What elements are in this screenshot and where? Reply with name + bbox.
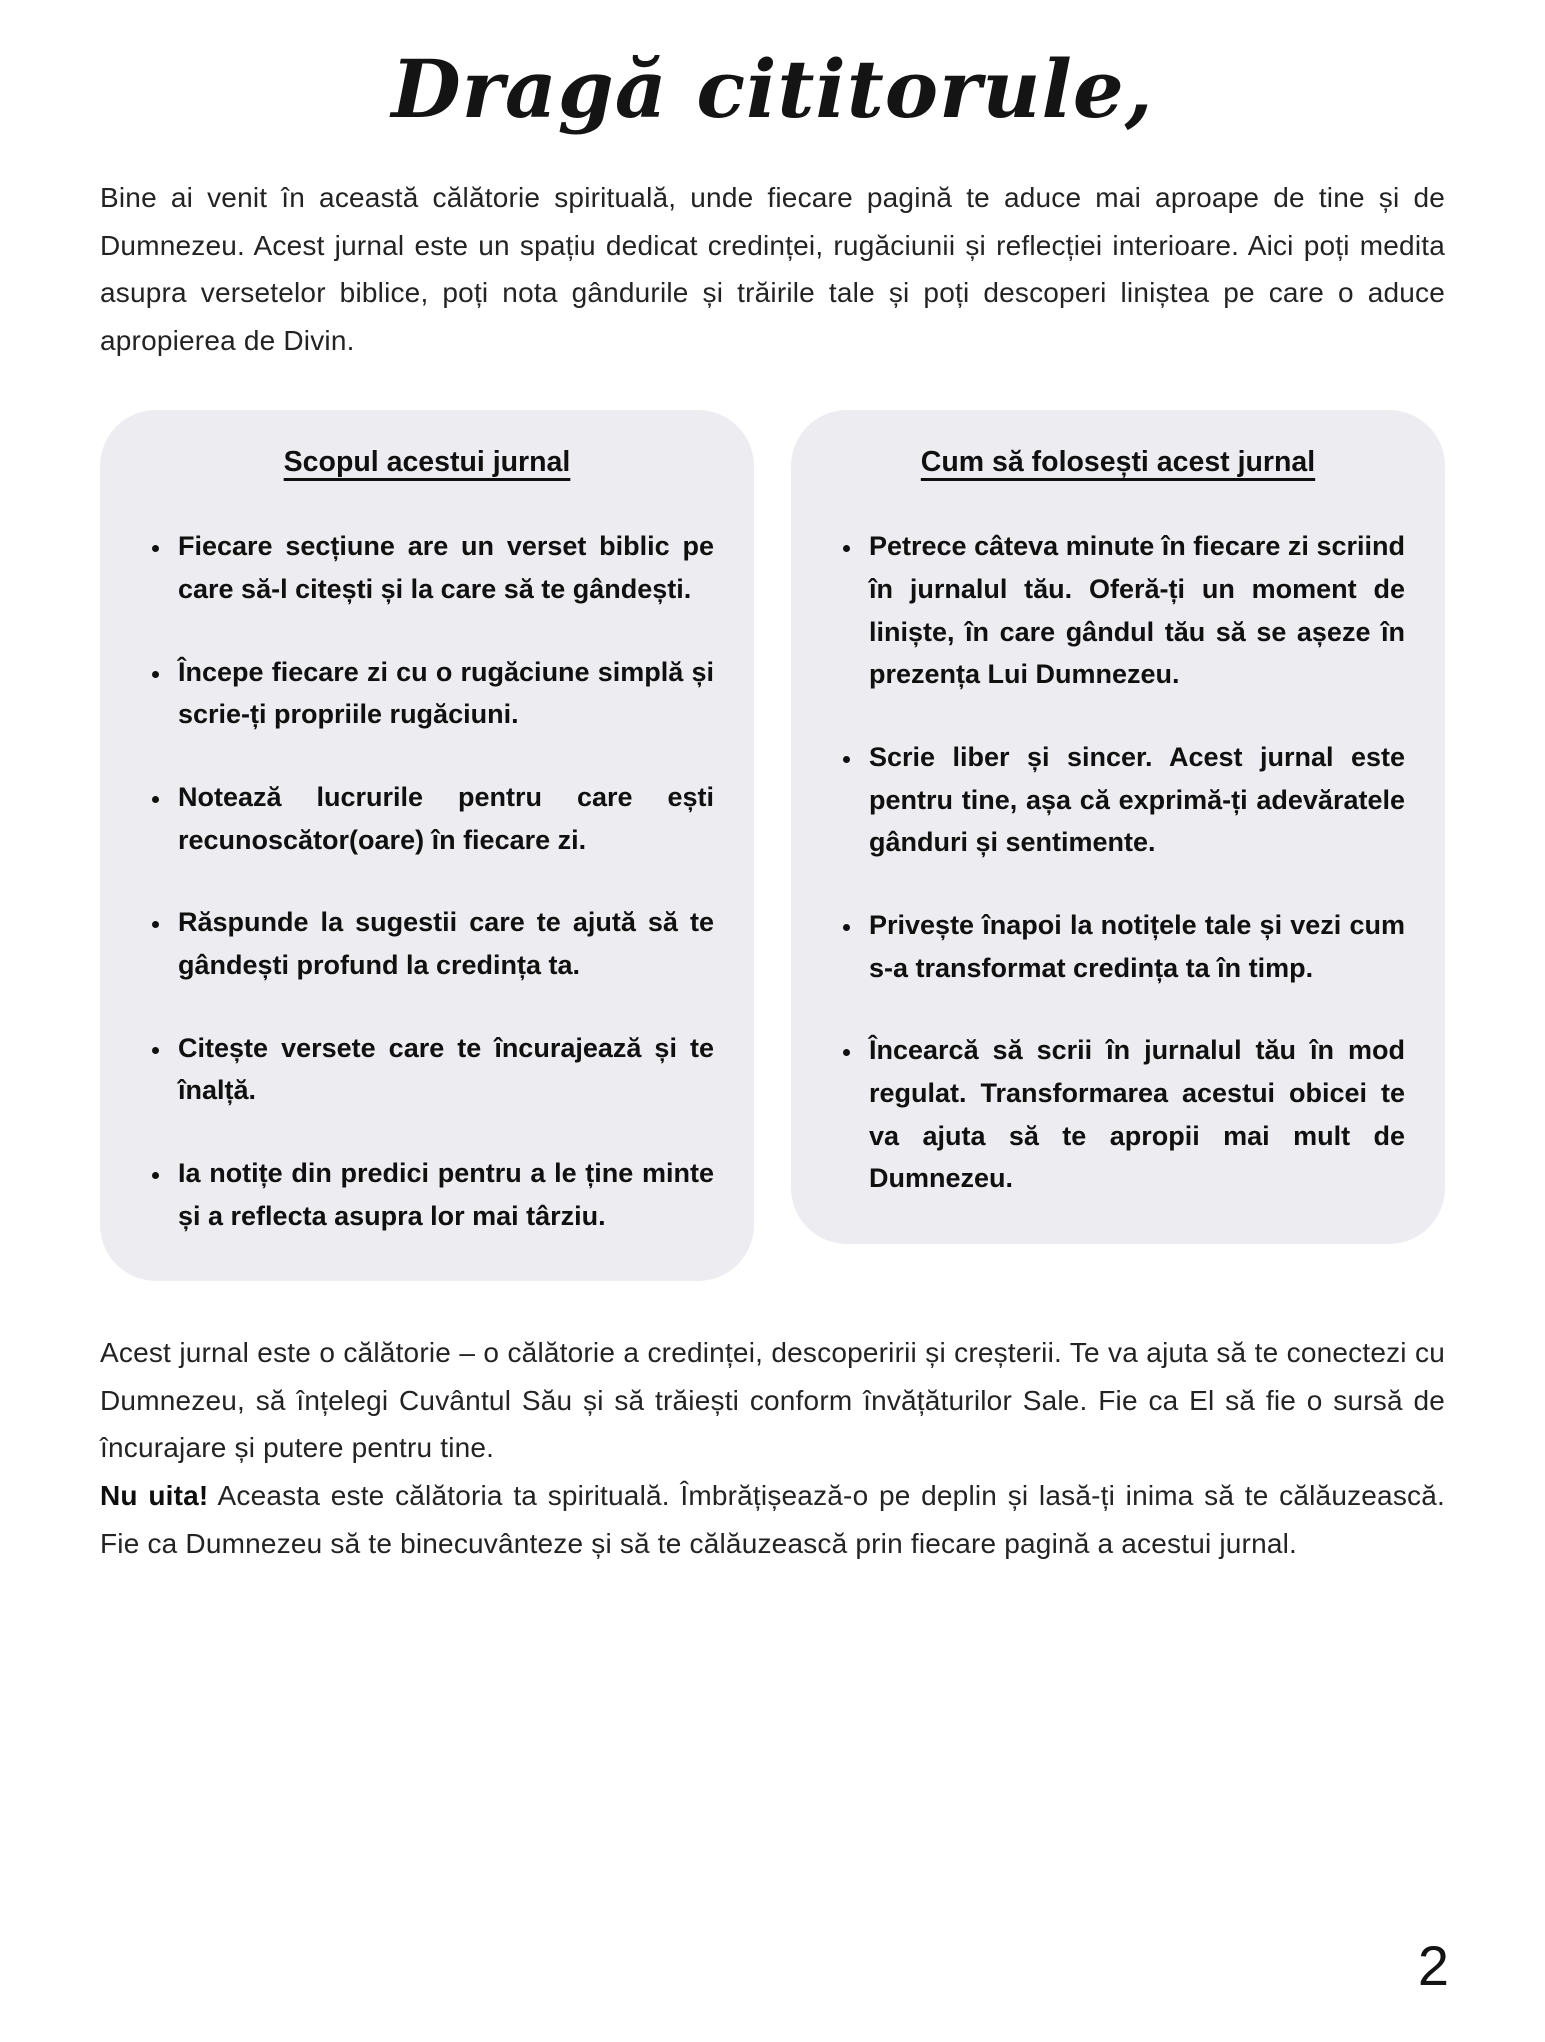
purpose-list (140, 525, 714, 1237)
journal-intro-page (0, 42, 1545, 1997)
reminder-lead: Nu uita! (100, 1480, 209, 1512)
usage-list-item: • Încearcă să scrii în jurnalul tău în mod regulat. Transformarea acestui obicei te va ajuta să te apropii mai mult de Dumnezeu. (863, 1029, 1405, 1200)
page-number: 2 (1417, 1934, 1449, 1997)
purpose-list-item: • Fiecare secțiune are un verset biblic pe care să-l citești și la care să te gândești. (172, 525, 714, 610)
reminder-text: Aceasta este călătoria ta spirituală. Îmbrățișează-o pe deplin și lasă-ți inima să te călăuzească. Fie ca Dumnezeu să te binecuvânteze și să te călăuzească prin fiecare pagină a acestui jurnal. (100, 1480, 1445, 1559)
purpose-box (100, 410, 754, 1281)
usage-list-item: • Scrie liber și sincer. Acest jurnal este pentru tine, așa că exprimă-ți adevăratele gânduri și sentimente. (863, 736, 1405, 864)
intro-paragraph: Bine ai venit în această călătorie spirituală, unde fiecare pagină te aduce mai aproape de tine și de Dumnezeu. Acest jurnal este un spațiu dedicat credinței, rugăciunii și reflecției interioare. Aici poți medita asupra versetelor biblice, poți nota gândurile și trăirile tale și poți descoperi liniștea pe care o aduce apropierea de Divin. (100, 182, 1445, 356)
info-boxes (100, 410, 1445, 1281)
purpose-list-item: • Citește versete care te încurajează și te înalță. (172, 1027, 714, 1112)
purpose-list-item: • Începe fiecare zi cu o rugăciune simplă și scrie-ți propriile rugăciuni. (172, 651, 714, 736)
usage-box (791, 410, 1445, 1244)
purpose-box-heading: Scopul acestui jurnal (283, 446, 571, 479)
page-title: Dragă cititorule, (391, 42, 1154, 136)
reminder-paragraph (100, 1472, 1445, 1567)
purpose-list-item: • Notează lucrurile pentru care ești recunoscător(oare) în fiecare zi. (172, 776, 714, 861)
usage-list (831, 525, 1405, 1200)
purpose-list-item: • Ia notițe din predici pentru a le ține minte și a reflecta asupra lor mai târziu. (172, 1152, 714, 1237)
usage-list-item: • Privește înapoi la notițele tale și vezi cum s-a transformat credința ta în timp. (863, 904, 1405, 989)
closing-paragraph: Acest jurnal este o călătorie – o călătorie a credinței, descoperirii și creșterii. Te va ajuta să te conectezi cu Dumnezeu, să înțelegi Cuvântul Său și să trăiești conform învățăturilor Sale. Fie ca El să fie o sursă de încurajare și putere pentru tine. (100, 1337, 1445, 1464)
usage-box-heading: Cum să folosești acest jurnal (920, 446, 1316, 479)
usage-list-item: • Petrece câteva minute în fiecare zi scriind în jurnalul tău. Oferă-ți un moment de liniște, în care gândul tău să se așeze în prezența Lui Dumnezeu. (863, 525, 1405, 696)
purpose-list-item: • Răspunde la sugestii care te ajută să te gândești profund la credința ta. (172, 901, 714, 986)
